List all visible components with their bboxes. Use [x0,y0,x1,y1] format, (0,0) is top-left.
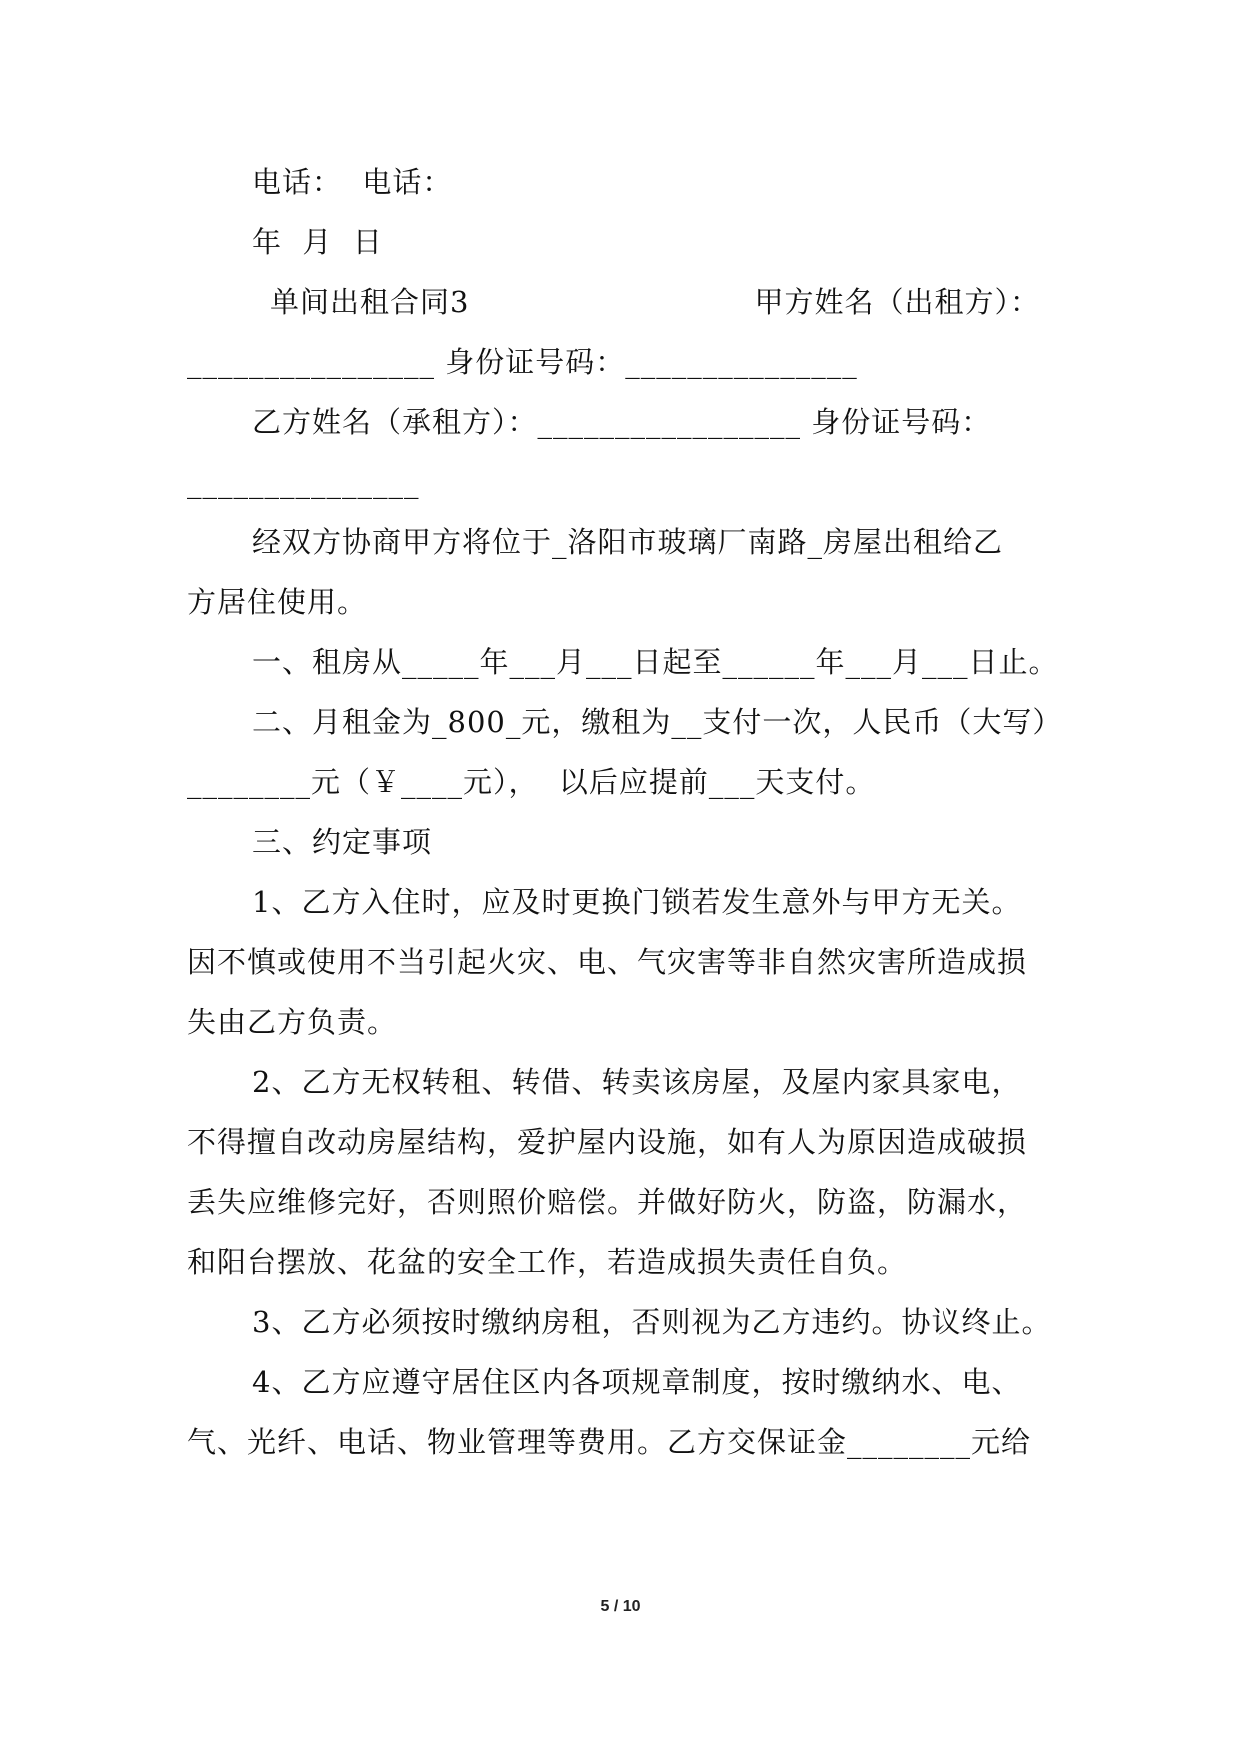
date-line: 年 月 日 [252,225,383,259]
item-2-line: 和阳台摆放、花盆的安全工作，若造成损失责任自负。 [187,1245,908,1279]
party-a-name-label: 甲方姓名（出租方）： [754,285,1040,319]
item-1-line: 因不慎或使用不当引起火灾、电、气灾害等非自然灾害所造成损 [187,945,1028,979]
phone-line: 电话： 电话： [252,165,453,199]
clause-2-line: 二、月租金为_800_元，缴租为__支付一次，人民币（大写） [252,705,1063,739]
clause-2-cont-line: ________元（￥____元）， 以后应提前___天支付。 [187,765,876,799]
item-2-line: 丢失应维修完好，否则照价赔偿。并做好防火，防盗，防漏水， [187,1185,1028,1219]
paragraph-line: 经双方协商甲方将位于_洛阳市玻璃厂南路_房屋出租给乙 [252,525,1004,559]
contract-title-line [270,282,1040,322]
page-number: 5 / 10 [600,1598,641,1615]
item-4-line: 4、乙方应遵守居住区内各项规章制度，按时缴纳水、电、 [252,1365,1022,1399]
clause-3-heading: 三、约定事项 [252,825,433,859]
item-1-line: 1、乙方入住时，应及时更换门锁若发生意外与甲方无关。 [252,885,1022,919]
clause-1-line: 一、租房从_____年___月___日起至______年___月___日止。 [252,645,1059,679]
party-a-id-line: ________________ 身份证号码：_______________ [187,345,858,379]
item-3-line: 3、乙方必须按时缴纳房租，否则视为乙方违约。协议终止。 [252,1305,1052,1339]
party-b-name-line: 乙方姓名（承租方）：_________________ 身份证号码： [252,405,992,439]
item-2-line: 2、乙方无权转租、转借、转卖该房屋，及屋内家具家电， [252,1065,1022,1099]
paragraph-line: 方居住使用。 [187,585,368,619]
item-2-line: 不得擅自改动房屋结构，爱护屋内设施，如有人为原因造成破损 [187,1125,1028,1159]
contract-title: 单间出租合同3 [270,285,470,319]
item-1-line: 失由乙方负责。 [187,1005,398,1039]
party-b-id-blank: _______________ [187,465,420,499]
item-4-line: 气、光纤、电话、物业管理等费用。乙方交保证金________元给 [187,1425,1032,1459]
